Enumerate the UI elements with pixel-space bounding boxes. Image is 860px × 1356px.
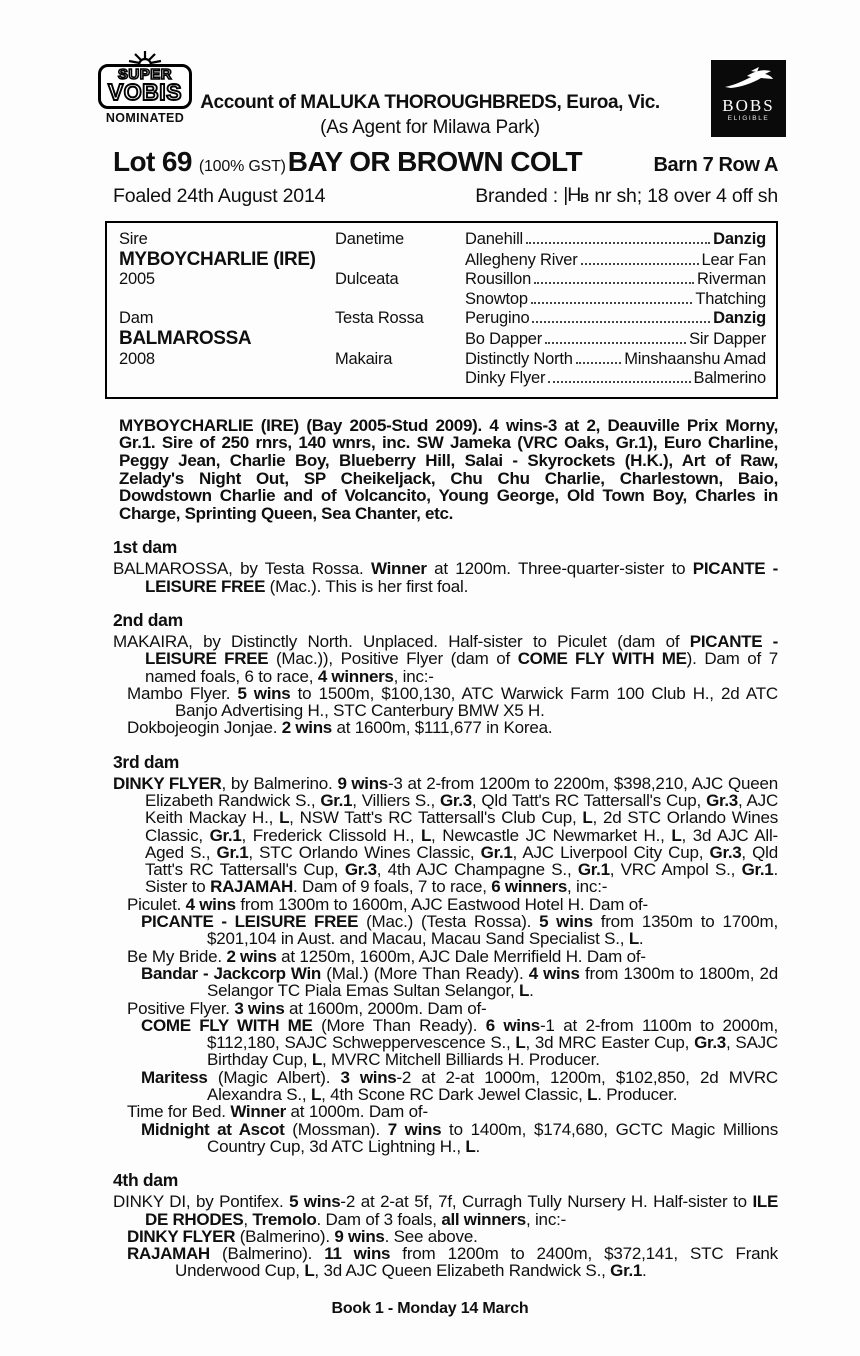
progeny-paragraph: Positive Flyer. 3 wins at 1600m, 2000m. Dam of- bbox=[127, 998, 487, 1018]
dot-leader bbox=[545, 342, 686, 344]
ancestor-name: Danehill bbox=[465, 230, 524, 248]
ancestor-name: Allegheny River bbox=[465, 250, 578, 269]
pedigree-row bbox=[119, 270, 766, 290]
progeny-paragraph: Dokbojeogin Jonjae. 2 wins at 1600m, $111,677 in Korea. bbox=[127, 718, 553, 738]
super-vobis-logo bbox=[90, 50, 200, 125]
ancestor-sire: Riverman bbox=[696, 270, 766, 289]
ancestor-sire: Sir Dapper bbox=[689, 329, 766, 348]
dam-heading: 4th dam bbox=[113, 1170, 178, 1191]
pedigree-row bbox=[119, 350, 766, 370]
dam-section-2 bbox=[113, 610, 778, 737]
progeny-paragraph: Midnight at Ascot (Mossman). 7 wins to 1400m, $174,680, GCTC Magic Millions Country Cup, 3d ATC Lightning H., L. bbox=[141, 1119, 778, 1156]
progeny-paragraph: Be My Bride. 2 wins at 1250m, 1600m, AJC Dale Merrifield H. Dam of- bbox=[127, 946, 646, 966]
sire-label: Sire bbox=[119, 230, 148, 248]
vobis-badge bbox=[98, 64, 192, 109]
ancestor-name: Dinky Flyer bbox=[465, 369, 546, 388]
branded-label: Branded : bbox=[475, 185, 564, 207]
progeny-paragraph: PICANTE - LEISURE FREE (Mac.) (Testa Rossa). 5 wins from 1350m to 1700m, $201,104 in Aust. and Macau, Macau Sand Specialist S., L. bbox=[141, 912, 778, 949]
vobis-nominated-text: NOMINATED bbox=[105, 111, 185, 126]
ancestor-sire: Balmerino bbox=[693, 369, 766, 388]
damsire-name: Testa Rossa bbox=[335, 309, 424, 328]
pedigree-row bbox=[119, 329, 766, 350]
dam-name: BALMAROSSA bbox=[119, 327, 252, 349]
granddam-name: Dulceata bbox=[335, 270, 399, 289]
ancestor-sire: Thatching bbox=[695, 289, 766, 308]
foaled-branded-row bbox=[113, 185, 778, 208]
lot-number: Lot 69 bbox=[113, 146, 192, 177]
dam-section-4 bbox=[113, 1170, 778, 1279]
dam-paragraph: DINKY DI, by Pontifex. 5 wins-2 at 2-at 5f, 7f, Curragh Tully Nursery H. Half-sister to ILE DE RHODES, Tremolo. Dam of 3 foals, all winners, inc:- bbox=[113, 1192, 778, 1229]
dam-paragraph: MAKAIRA, by Distinctly North. Unplaced. Half-sister to Piculet (dam of PICANTE - LEISURE FREE (Mac.)), Positive Flyer (dam of COME FLY WITH ME). Dam of 7 named foals, 6 to race, 4 winners, inc:- bbox=[113, 631, 778, 686]
book-session-footer: Book 1 - Monday 14 March bbox=[331, 1300, 529, 1317]
pedigree-row bbox=[119, 290, 766, 310]
pedigree-row bbox=[119, 250, 766, 271]
ancestor-sire: Danzig bbox=[713, 309, 766, 328]
dam-paragraph: DINKY FLYER, by Balmerino. 9 wins-3 at 2-from 1200m to 2200m, $398,210, AJC Queen Elizabeth Randwick S., Gr.1, Villiers S., Gr.3, Qld Tatt's RC Tattersall's Cup, Gr.3, AJC Keith Mackay H., L, NSW Tatt's RC Tattersall's Club Cup, L, 2d STC Orlando Wines Classic, Gr.1, Frederick Clissold H., L, Newcastle JC Newmarket H., L, 3d AJC All-Aged S., Gr.1, STC Orlando Wines Classic, Gr.1, AJC Liverpool City Cup, Gr.3, Qld Tatt's RC Tattersall's Cup, Gr.3, 4th AJC Champagne S., Gr.1, VRC Ampol S., Gr.1. Sister to RAJAMAH. Dam of 9 foals, 7 to race, 6 winners, inc:- bbox=[113, 773, 779, 897]
progeny-paragraph: Mambo Flyer. 5 wins to 1500m, $100,130, ATC Warwick Farm 100 Club H., 2d ATC Banjo Advertising H., STC Canterbury BMW X5 H. bbox=[127, 683, 778, 721]
gst-note: (100% GST) bbox=[198, 158, 286, 175]
dam-section-3 bbox=[113, 752, 778, 1156]
branded-desc: nr sh; 18 over 4 off sh bbox=[589, 185, 778, 207]
branded-info bbox=[475, 185, 778, 208]
dam-label: Dam bbox=[119, 309, 154, 328]
progeny-paragraph: Bandar - Jackcorp Win (Mal.) (More Than Ready). 4 wins from 1300m to 1800m, 2d Selangor TC Piala Emas Sultan Selangor, L. bbox=[141, 963, 779, 1001]
sire-summary-paragraph: MYBOYCHARLIE (IRE) (Bay 2005-Stud 2009). 4 wins-3 at 2, Deauville Prix Morny, Gr.1. Sire of 250 rnrs, 140 wnrs, inc. SW Jameka (VRC Oaks, Gr.1), Euro Charline, Peggy Jean, Charlie Boy, Blueberry Hill, Salai - Skyrockets (H.K.), Art of Raw, Zelady's Night Out, SP Cheikeljack, Chu Chu Charlie, Charlestown, Baio, Dowdstown Charlie and of Volcancito, Young George, Old Town Boy, Charles in Charge, Sprinting Queen, Sea Chanter, etc. bbox=[119, 415, 778, 523]
agent-line: (As Agent for Milawa Park) bbox=[320, 117, 540, 138]
bobs-logo bbox=[711, 60, 786, 137]
dot-leader bbox=[532, 321, 710, 323]
account-line: Account of MALUKA THOROUGHBREDS, Euroa, Vic. bbox=[200, 92, 660, 113]
dot-leader bbox=[531, 302, 693, 304]
ancestor-name: Bo Dapper bbox=[465, 329, 543, 348]
vobis-vobis-text: VOBIS bbox=[107, 79, 183, 106]
lot-headline bbox=[113, 146, 778, 178]
progeny-paragraph: DINKY FLYER (Balmerino). 9 wins. See above. bbox=[127, 1226, 478, 1246]
ancestor-sire: Lear Fan bbox=[701, 250, 766, 269]
ancestor-name: Snowtop bbox=[465, 289, 528, 308]
progeny-paragraph: COME FLY WITH ME (More Than Ready). 6 wins-1 at 2-from 1100m to 2000m, $112,180, SAJC Schweppervescence S., L, 3d MRC Easter Cup, Gr.3, SAJC Birthday Cup, L, MVRC Mitchell Billiards H. Producer. bbox=[141, 1015, 779, 1070]
foaled-date: Foaled 24th August 2014 bbox=[113, 185, 326, 207]
progeny-paragraph: Time for Bed. Winner at 1000m. Dam of- bbox=[127, 1102, 428, 1122]
dot-leader bbox=[526, 242, 710, 244]
sire-name: MYBOYCHARLIE (IRE) bbox=[119, 248, 316, 270]
dam-section-1 bbox=[113, 537, 778, 595]
dot-leader bbox=[581, 263, 699, 265]
vobis-super-text: SUPER bbox=[117, 66, 173, 83]
dam-paragraph: BALMAROSSA, by Testa Rossa. Winner at 1200m. Three-quarter-sister to PICANTE - LEISURE FREE (Mac.). This is her first foal. bbox=[113, 559, 779, 596]
ancestor-name: Perugino bbox=[465, 309, 530, 328]
progeny-paragraph: RAJAMAH (Balmerino). 11 wins from 1200m to 2400m, $372,141, STC Frank Underwood Cup, L, 3d AJC Queen Elizabeth Randwick S., Gr.1. bbox=[127, 1244, 778, 1281]
pedigree-table bbox=[105, 221, 778, 399]
dam-heading: 1st dam bbox=[113, 537, 178, 558]
ancestor-sire: Danzig bbox=[713, 230, 766, 248]
grandsire-name: Danetime bbox=[335, 230, 405, 248]
dot-leader bbox=[576, 362, 622, 364]
bobs-sub-text: ELIGIBLE bbox=[727, 115, 770, 122]
dot-leader bbox=[534, 282, 694, 284]
bobs-name-text: BOBS bbox=[722, 96, 775, 115]
progeny-paragraph: Piculet. 4 wins from 1300m to 1600m, AJC Eastwood Hotel H. Dam of- bbox=[127, 894, 648, 914]
ancestor-name: Rousillon bbox=[465, 270, 532, 289]
brand-mark-icon: |HB bbox=[563, 184, 590, 206]
dot-leader bbox=[548, 381, 690, 383]
progeny-paragraph: Maritess (Magic Albert). 3 wins-2 at 2-at 1000m, 1200m, $102,850, 2d MVRC Alexandra S., L, 4th Scone RC Dark Jewel Classic, L. Producer. bbox=[141, 1067, 778, 1105]
ancestor-sire: Minshaanshu Amad bbox=[624, 349, 766, 368]
barn-location: Barn 7 Row A bbox=[653, 154, 778, 176]
dam-heading: 3rd dam bbox=[113, 751, 179, 772]
lot-title: BAY OR BROWN COLT bbox=[287, 146, 582, 177]
pedigree-row bbox=[119, 309, 766, 329]
dam-heading: 2nd dam bbox=[113, 609, 183, 630]
dam-granddam-name: Makaira bbox=[335, 349, 393, 368]
dam-year: 2008 bbox=[119, 349, 155, 368]
sire-year: 2005 bbox=[119, 270, 155, 289]
pedigree-row bbox=[119, 230, 766, 250]
ancestor-name: Distinctly North bbox=[465, 349, 573, 368]
pegasus-icon bbox=[721, 65, 777, 91]
pedigree-row bbox=[119, 369, 766, 389]
